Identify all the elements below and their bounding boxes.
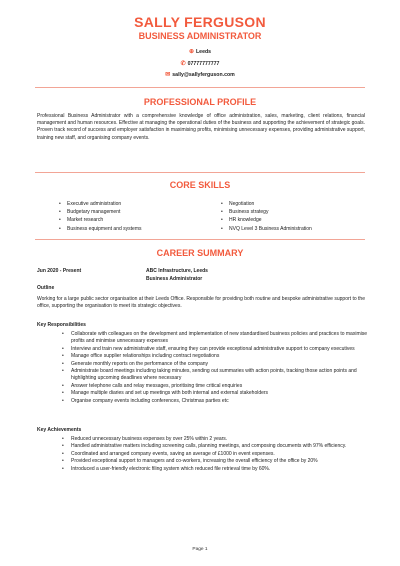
profile-text: Professional Business Administrator with a comprehensive knowledge of office administration, sales, marketing, client relations, financial management and human resources. Effective at managing the operational duties of the business and supporting the achievement of strategic goals. Proven track record of success and employer satisfaction in maximising profits, minimising unnecessary expenses, providing administrative support, training new staff, and organising company events.: [37, 113, 365, 141]
skill-item: • Business equipment and systems: [59, 225, 141, 233]
candidate-name: SALLY FERGUSON: [134, 14, 266, 30]
list-item: • Organise company events including conferences, Christmas parties etc: [62, 398, 368, 405]
skills-right-column: [221, 200, 312, 233]
phone-icon: ✆: [180, 61, 186, 67]
skill-item: • Budgetary management: [59, 208, 141, 216]
responsibilities-heading: Key Responsibilities: [37, 322, 86, 328]
divider: [35, 239, 365, 240]
candidate-role: BUSINESS ADMINISTRATOR: [138, 31, 262, 41]
email-link[interactable]: sally@sallyferguson.com: [172, 72, 235, 78]
skill-item: • NVQ Level 3 Business Administration: [221, 225, 312, 233]
list-item: • Answer telephone calls and relay messages, prioritising time critical enquiries: [62, 383, 368, 390]
location-text: Leeds: [196, 49, 212, 55]
list-item: • Collaborate with colleagues on the development and implementation of new standardised business policies and practices to maximise profits and minimise unnecessary expenses: [62, 331, 368, 346]
skill-item: • Market research: [59, 216, 141, 224]
job-title: Business Administrator: [146, 276, 203, 282]
skill-item: • Negotiation: [221, 200, 312, 208]
skills-left-column: [59, 200, 141, 233]
contact-phone: [0, 60, 400, 67]
outline-text: Working for a large public sector organisation at their Leeds Office. Responsible for providing both routine and bespoke administrative support to the office, supporting the organisation to meet its strategic objectives.: [37, 296, 365, 310]
contact-location: [0, 48, 400, 55]
job-dates: Jun 2020 - Present: [37, 268, 82, 274]
list-item: • Interview and train new administrative staff, ensuring they can provide exceptional administrative support to company executives: [62, 346, 368, 353]
divider: [35, 172, 365, 173]
achievements-list: [62, 436, 368, 473]
skill-item: • Business strategy: [221, 208, 312, 216]
list-item: • Generate monthly reports on the performance of the company: [62, 361, 368, 368]
list-item: • Provided exceptional support to managers and co-workers, increasing the overall efficiency of the office by 20%: [62, 458, 368, 465]
list-item: • Introduced a user-friendly electronic filing system which reduced file retrieval time by 60%.: [62, 466, 368, 473]
email-icon: ✉: [165, 72, 171, 78]
skills-title: CORE SKILLS: [169, 180, 231, 190]
phone-text: 07777777777: [187, 61, 220, 67]
list-item: • Coordinated and arranged company events, saving an average of £1000 in event expenses.: [62, 451, 368, 458]
list-item: • Manage multiple diaries and set up meetings with both internal and external stakeholders: [62, 390, 368, 397]
profile-title: PROFESSIONAL PROFILE: [143, 97, 257, 107]
responsibilities-list: [62, 331, 368, 405]
outline-heading: Outline: [37, 285, 55, 291]
job-company: ABC Infrastructure, Leeds: [146, 268, 208, 274]
list-item: • Manage office supplier relationships including contract negotiations: [62, 353, 368, 360]
contact-email: [0, 71, 400, 78]
page-number: Page 1: [192, 547, 208, 552]
achievements-heading: Key Achievements: [37, 427, 82, 433]
list-item: • Handled administrative matters including screening calls, planning meetings, and composing documents with 97% efficiency.: [62, 443, 368, 450]
divider: [35, 87, 365, 88]
list-item: • Administrate board meetings including taking minutes, sending out summaries with action points, tracking those action points and highlighting upcoming deadlines where necessary: [62, 368, 368, 383]
skill-item: • HR knowledge: [221, 216, 312, 224]
list-item: • Reduced unnecessary business expenses by over 25% within 2 years.: [62, 436, 368, 443]
skill-item: • Executive administration: [59, 200, 141, 208]
career-title: CAREER SUMMARY: [156, 248, 244, 258]
globe-icon: ⊕: [188, 49, 195, 55]
